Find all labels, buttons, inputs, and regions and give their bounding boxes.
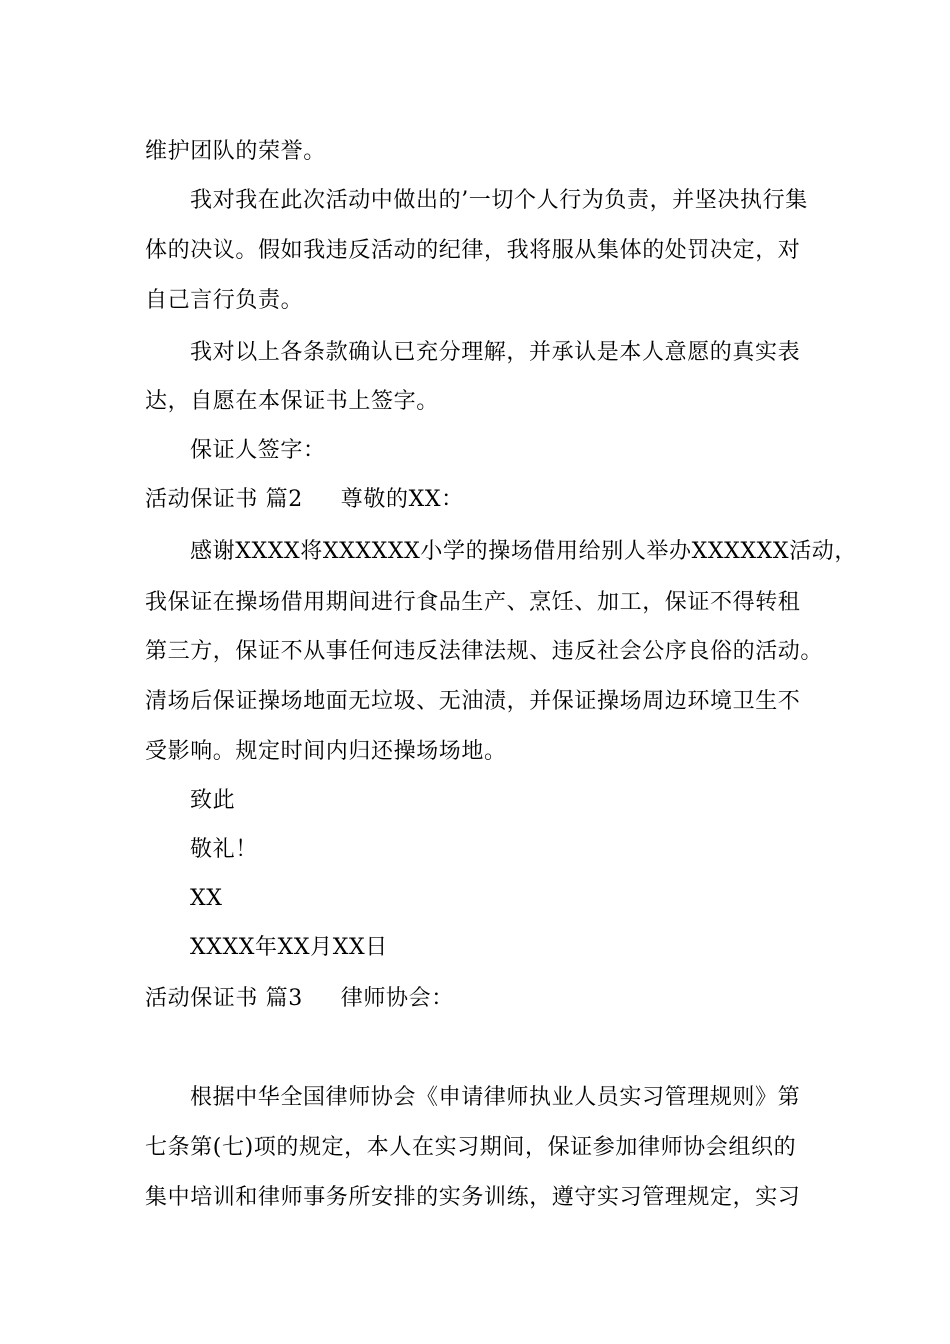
paragraph-line: 根据中华全国律师协会《申请律师执业人员实习管理规则》第	[190, 1085, 801, 1110]
signer-name: XX	[190, 886, 223, 911]
closing-line: 致此	[190, 788, 236, 813]
paragraph-line: 我对我在此次活动中做出的’一切个人行为负责，并坚决执行集	[190, 188, 808, 213]
paragraph-line: 达，自愿在本保证书上签字。	[145, 389, 439, 414]
paragraph-line: 我对以上各条款确认已充分理解，并承认是本人意愿的真实表	[190, 340, 801, 365]
section-heading	[145, 984, 454, 1014]
date-line: XXXX年XX月XX日	[190, 935, 388, 960]
paragraph-line: 受影响。规定时间内归还操场场地。	[145, 739, 507, 764]
paragraph-line: 七条第(七)项的规定，本人在实习期间，保证参加律师协会组织的	[145, 1135, 797, 1160]
paragraph-line: 维护团队的荣誉。	[145, 139, 326, 164]
section-title: 活动保证书 篇3	[145, 986, 303, 1011]
paragraph-line: 自己言行负责。	[145, 288, 304, 313]
paragraph-line: 集中培训和律师事务所安排的实务训练，遵守实习管理规定，实习	[145, 1185, 801, 1210]
salutation: 律师协会：	[340, 986, 454, 1011]
paragraph-line: 感谢XXXX将XXXXXX小学的操场借用给别人举办XXXXXX活动，	[190, 539, 857, 564]
signature-label: 保证人签字：	[190, 438, 326, 463]
salutation: 尊敬的XX：	[340, 487, 464, 512]
section-heading	[145, 485, 464, 515]
closing-line: 敬礼！	[190, 837, 258, 862]
paragraph-line: 清场后保证操场地面无垃圾、无油渍，并保证操场周边环境卫生不	[145, 689, 801, 714]
section-title: 活动保证书 篇2	[145, 487, 303, 512]
paragraph-line: 第三方，保证不从事任何违反法律法规、违反社会公序良俗的活动。	[145, 639, 824, 664]
paragraph-line: 体的决议。假如我违反活动的纪律，我将服从集体的处罚决定，对	[145, 238, 801, 263]
paragraph-line: 我保证在操场借用期间进行食品生产、烹饪、加工，保证不得转租	[145, 590, 801, 615]
